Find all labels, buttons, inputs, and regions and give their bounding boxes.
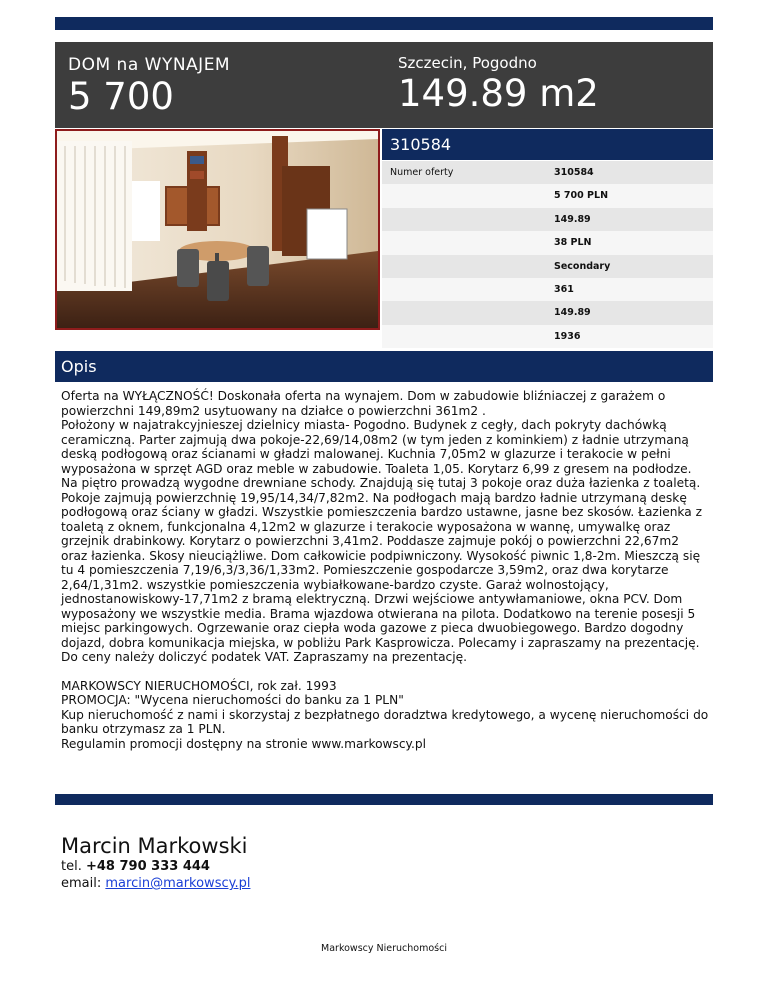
detail-value: 5 700 PLN — [554, 190, 609, 202]
detail-value: 149.89 — [554, 307, 591, 319]
detail-row — [382, 278, 713, 301]
detail-value: Secondary — [554, 260, 611, 272]
description-body — [61, 389, 709, 751]
paragraph-spacer — [61, 665, 709, 679]
detail-label: Numer oferty — [390, 167, 454, 178]
listing-location: Szczecin, Pogodno — [398, 54, 537, 72]
agent-email-line — [61, 875, 250, 892]
detail-label — [382, 325, 546, 348]
detail-row — [382, 255, 713, 278]
offer-details-table — [382, 161, 713, 348]
agent-phone-line — [61, 858, 250, 875]
detail-row — [382, 184, 713, 207]
footer-company: Markowscy Nieruchomości — [321, 943, 447, 954]
top-accent-bar — [55, 17, 713, 30]
detail-row — [382, 161, 713, 184]
listing-type: DOM na WYNAJEM — [68, 55, 231, 75]
detail-value: 38 PLN — [554, 237, 592, 249]
detail-label — [382, 301, 546, 324]
detail-row — [382, 301, 713, 324]
promo-text: MARKOWSCY NIERUCHOMOŚCI, rok zał. 1993 PROMOCJA: "Wycena nieruchomości do banku za 1 PLN" Kup nieruchomość z nami i skorzystaj z bezpłatnego doradztwa kredytowego, a wycenę nieruchomości do banku otrzymasz za 1 PLN. Regulamin promocji dostępny na stronie www.markowscy.pl — [61, 678, 709, 751]
agent-name: Marcin Markowski — [61, 834, 248, 858]
detail-row — [382, 208, 713, 231]
listing-price: 5 700 — [68, 75, 174, 118]
detail-value: 149.89 — [554, 213, 591, 225]
property-photo — [55, 129, 380, 330]
detail-value: 310584 — [554, 167, 594, 178]
offer-id-heading: 310584 — [382, 129, 713, 160]
email-label: email: — [61, 876, 102, 891]
detail-value: 361 — [554, 283, 574, 295]
agent-contact — [61, 834, 250, 892]
detail-label — [382, 278, 546, 301]
listing-header — [55, 42, 713, 128]
description-heading: Opis — [55, 351, 713, 382]
agent-phone[interactable]: +48 790 333 444 — [85, 859, 210, 874]
bottom-accent-bar — [55, 794, 713, 805]
agent-email-link[interactable]: marcin@markowscy.pl — [105, 876, 251, 891]
listing-area: 149.89 m2 — [398, 72, 599, 115]
detail-label — [382, 184, 546, 207]
detail-label — [382, 255, 546, 278]
detail-label — [382, 208, 546, 231]
phone-label: tel. — [61, 859, 82, 874]
detail-row — [382, 231, 713, 254]
detail-value: 1936 — [554, 330, 581, 342]
header-left — [68, 55, 230, 118]
header-right — [398, 54, 599, 115]
description-text: Oferta na WYŁĄCZNOŚĆ! Doskonała oferta na wynajem. Dom w zabudowie bliźniaczej z garażem o powierzchni 149,89m2 usytuowany na działce o powierzchni 361m2 . Położony w najatrakcyjnieszej dzielnicy miasta- Pogodno. Budynek z cegły, dach pokryty dachówką ceramiczną. Parter zajmują dwa pokoje-22,69/14,08m2 (w tym jeden z kominkiem) z ładnie utrzymaną deską podłogową oraz ścianami w gładzi malowanej. Kuchnia 7,05m2 w glazurze i terakocie w pełni wyposażona w sprzęt AGD oraz meble w zabudowie. Toaleta 1,05. Korytarz 6,99 z gresem na podłodze. Na piętro prowadzą wygodne drewniane schody. Znajdują się tutaj 3 pokoje oraz duża łazienka z toaletą. Pokoje zajmują powierzchnię 19,95/14,34/7,82m2. Na podłogach mają bardzo ładnie utrzymaną deskę podłogową oraz ściany w gładzi. Wszystkie pomieszczenia bardzo ustawne, jasne bez skosów. Łazienka z toaletą z oknem, funkcjonalna 4,12m2 w glazurze i terakocie wyposażona w wannę, umywalkę oraz grzejnik drabinkowy. Korytarz o powierzchni 3,41m2. Poddasze zajmuje pokój o powierzchni 22,67m2 oraz łazienka. Skosy nieuciążliwe. Dom całkowicie podpiwniczony. Wysokość piwnic 1,8-2m. Mieszczą się tu 4 pomieszczenia 7,19/6,3/3,36/1,33m2. Pomieszczenie gospodarcze 3,59m2, oraz dwa korytarze 2,64/1,31m2. wszystkie pomieszczenia wybiałkowane-bardzo czyste. Garaż wolnostojący, jednostanowiskowy-17,71m2 z bramą elektryczną. Drzwi wejściowe antywłamaniowe, okna PCV. Dom wyposażony we wszystkie media. Brama wjazdowa otwierana na pilota. Dodatkowo na terenie posesji 5 miejsc parkingowych. Ogrzewanie oraz ciepła woda gazowe z pieca dwuobiegowego. Bardzo dogodny dojazd, dobra komunikacja miejska, w pobliżu Park Kasprowicza. Polecamy i zapraszamy na prezentację. Do ceny należy doliczyć podatek VAT. Zapraszamy na prezentację. — [61, 389, 703, 664]
detail-label — [382, 231, 546, 254]
detail-row — [382, 325, 713, 348]
